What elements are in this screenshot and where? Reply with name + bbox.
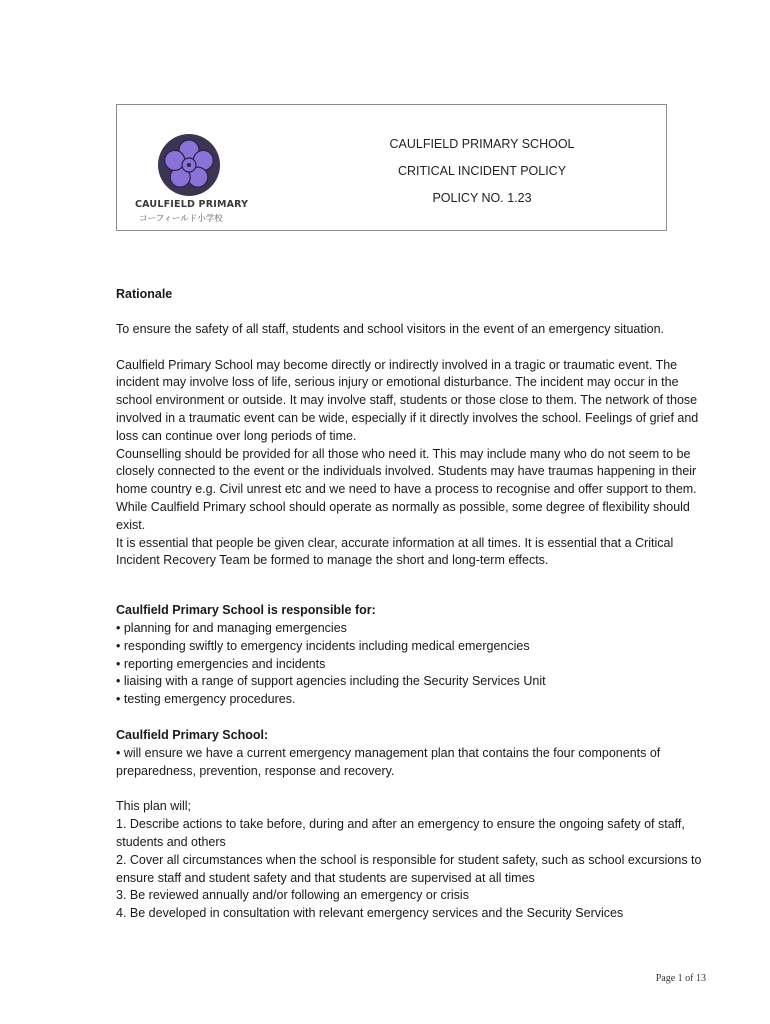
school-name: CAULFIELD PRIMARY SCHOOL [389, 137, 575, 151]
list-item: • liaising with a range of support agencies including the Security Services Unit [116, 674, 546, 689]
logo-name: CAULFIELD PRIMARY [135, 199, 249, 210]
list-item: • reporting emergencies and incidents [116, 656, 326, 671]
flower-icon [157, 133, 221, 197]
school-logo [135, 133, 247, 225]
rationale-paragraph-3: It is essential that people be given clear, accurate information at all times. It is essential that a Critical Incident Recovery Team be formed to manage the short and long-term effects. [116, 535, 674, 568]
plan-item: 4. Be developed in consultation with relevant emergency services and the Security Services [116, 906, 624, 921]
responsible-heading: Caulfield Primary School is responsible for: [116, 603, 376, 618]
rationale-intro: To ensure the safety of all staff, students and school visitors in the event of an emergency situation. [116, 321, 664, 336]
plan-item: 2. Cover all circumstances when the school is responsible for student safety, such as school excursions to ensure staff and student safety and that students are supervised at all times [116, 852, 702, 885]
list-item: • planning for and managing emergencies [116, 620, 347, 635]
title-block [357, 131, 607, 212]
rationale-paragraph-2: Counselling should be provided for all those who need it. This may include many who do not seem to be closely connected to the event or the individuals involved. Students may have traumas happening in their home country e.g. Civil unrest etc and we need to have a process to recognise and offer support to them. While Caulfield Primary school should operate as normally as possible, some degree of flexibility should exist. [116, 446, 697, 532]
list-item: • testing emergency procedures. [116, 692, 296, 707]
policy-title: CRITICAL INCIDENT POLICY [397, 164, 567, 178]
plan-item: 3. Be reviewed annually and/or following an emergency or crisis [116, 888, 469, 903]
school-heading: Caulfield Primary School: [116, 727, 269, 742]
document-body [116, 286, 716, 923]
policy-number: POLICY NO. 1.23 [432, 191, 532, 205]
list-item: • responding swiftly to emergency incidents including medical emergencies [116, 638, 530, 653]
rationale-heading: Rationale [116, 287, 173, 301]
header-box [116, 104, 667, 231]
plan-item: 1. Describe actions to take before, during and after an emergency to ensure the ongoing safety of staff, students and others [116, 817, 685, 849]
plan-intro: This plan will; [116, 799, 192, 814]
page-number: Page 1 of 13 [655, 973, 706, 984]
list-item: • will ensure we have a current emergency management plan that contains the four components of preparedness, prevention, response and recovery. [116, 745, 661, 778]
rationale-paragraph-1: Caulfield Primary School may become directly or indirectly involved in a tragic or traumatic event. The incident may involve loss of life, serious injury or emotional disturbance. The incident may occur in the school environment or outside. It may involve staff, students or those close to them. The network of those involved in a traumatic event can be wide, especially if it directly involves the school. Feelings of grief and loss can continue over long periods of time. [116, 357, 699, 443]
logo-subtitle: コーフィールド小学校 [139, 213, 223, 223]
